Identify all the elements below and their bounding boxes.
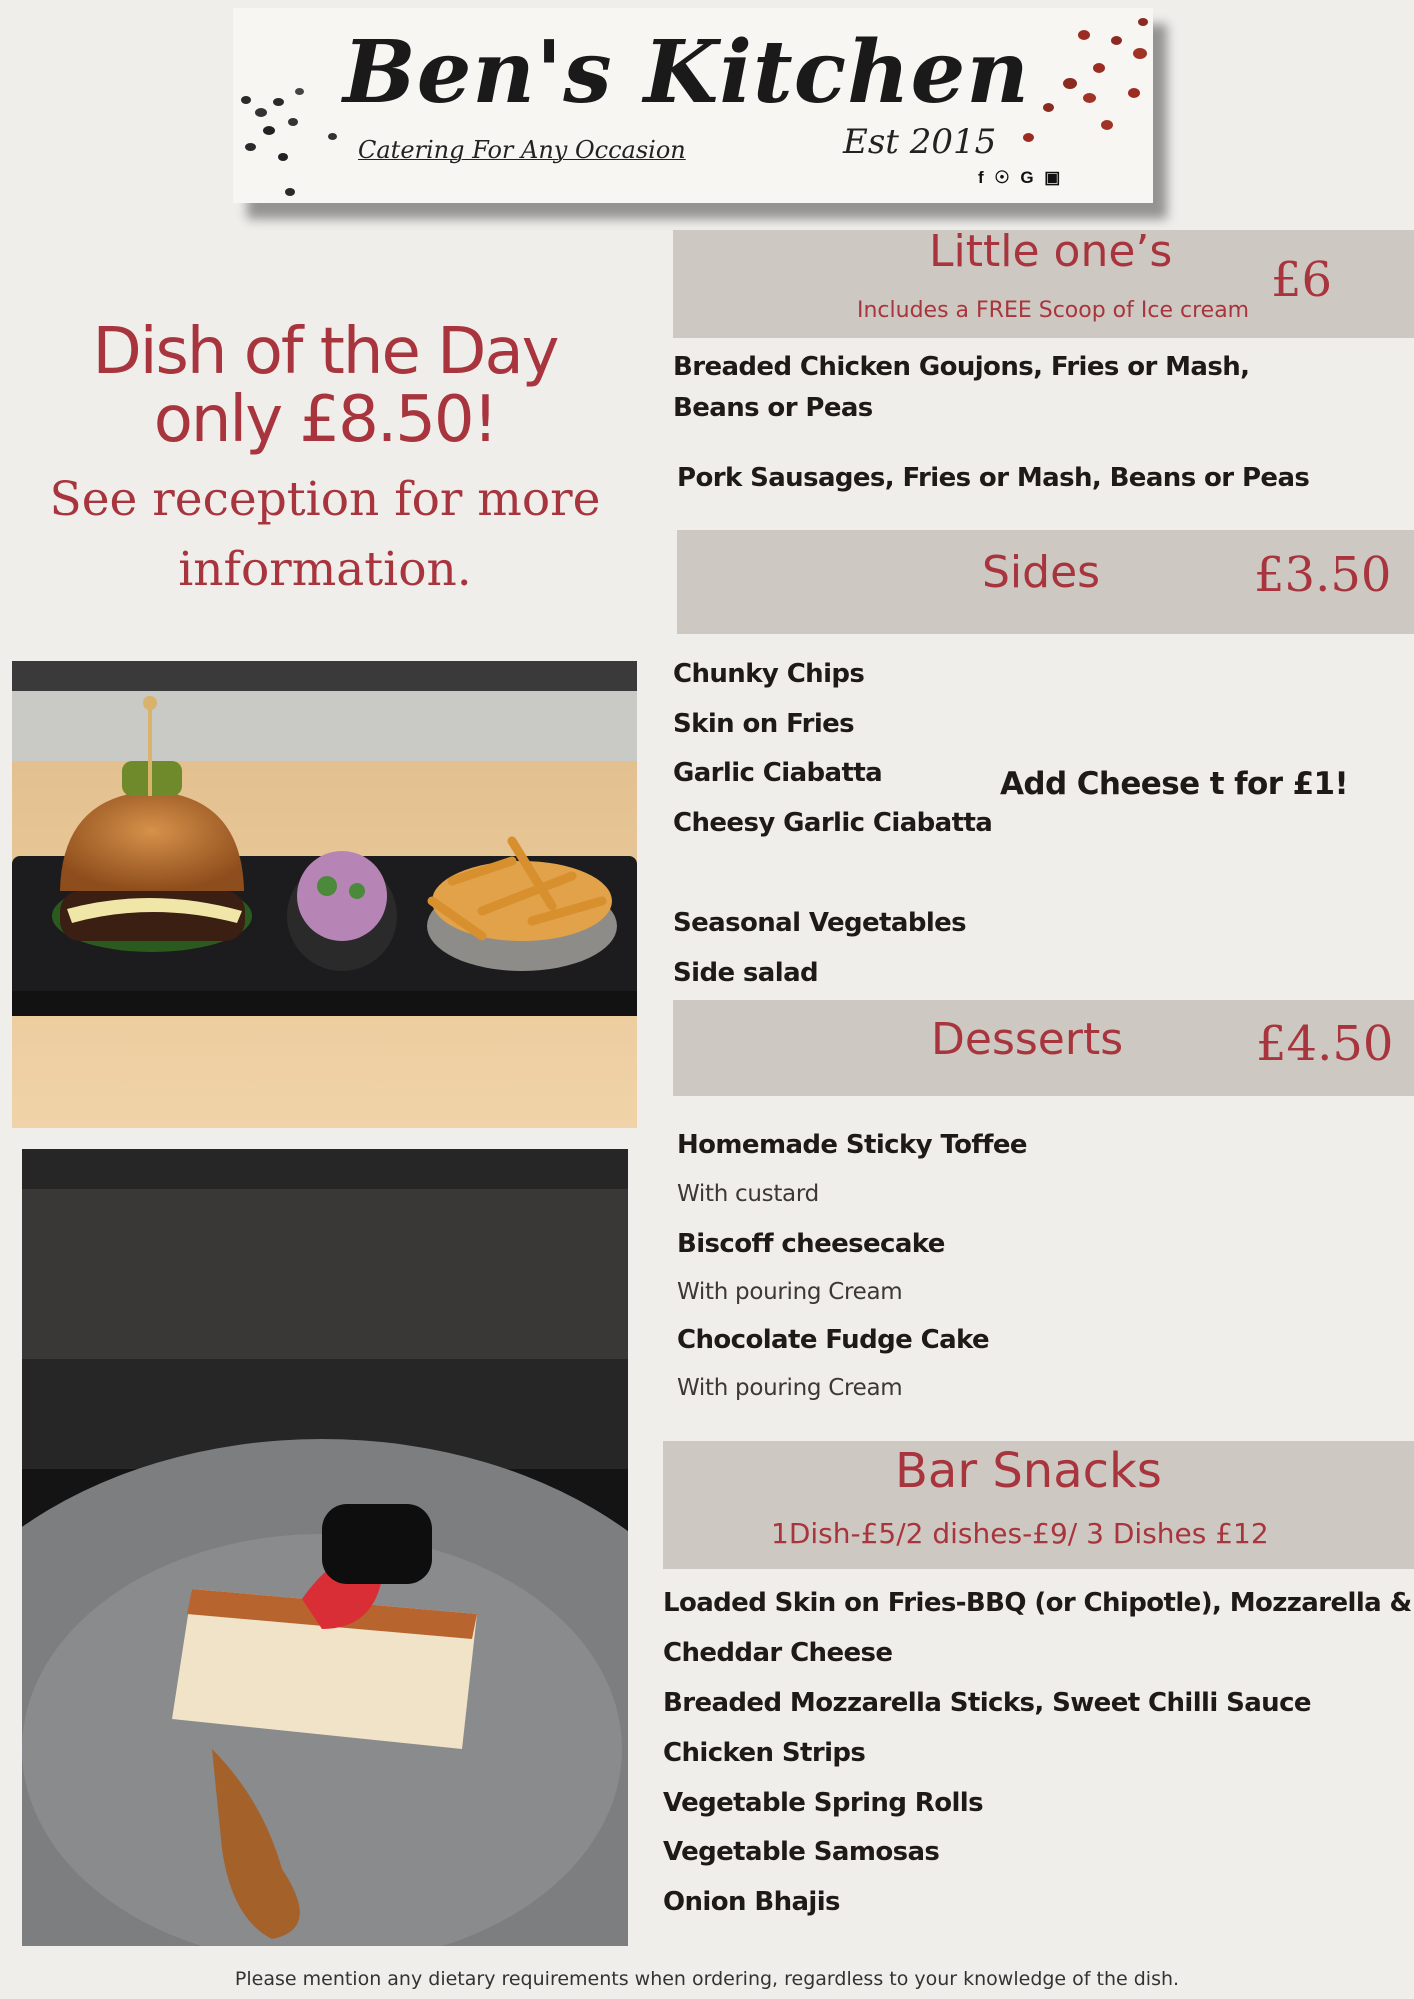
cheesecake-photo [22,1149,628,1946]
brand-tagline: Catering For Any Occasion [358,136,686,164]
dish-of-day-heading: Dish of the Day [92,315,558,389]
bean-decoration [245,143,256,151]
brand-name: Ben's Kitchen [343,22,1030,123]
bean-decoration [1101,120,1113,130]
bean-decoration [273,98,284,106]
menu-item: Side salad [673,958,819,988]
bean-decoration [328,133,337,140]
established-year: Est 2015 [843,122,997,162]
menu-item: Breaded Mozzarella Sticks, Sweet Chilli Sauce [663,1688,1311,1718]
dessert-description: With pouring Cream [677,1375,903,1401]
section-title-sides: Sides [982,547,1101,598]
section-price-sides: £3.50 [1254,547,1392,603]
bean-decoration [1078,30,1090,40]
bean-decoration [285,188,295,196]
dessert-name: Chocolate Fudge Cake [677,1325,990,1355]
section-header-desserts [673,1000,1414,1096]
section-header-little-ones [673,226,1414,338]
bean-decoration [1063,78,1077,89]
section-title-desserts: Desserts [931,1014,1124,1065]
dish-of-day-note-line1: See reception for more [49,472,601,527]
dietary-footer-note: Please mention any dietary requirements when ordering, regardless to your knowledge of the dish. [234,1968,1180,1990]
bean-decoration [1023,133,1034,142]
menu-item: Garlic Ciabatta [673,758,883,788]
menu-item: Cheddar Cheese [663,1638,893,1668]
menu-item: Skin on Fries [673,709,855,739]
social-icons: f ☉ G ▣ [978,168,1064,187]
menu-item: Breaded Chicken Goujons, Fries or Mash, [673,352,1250,382]
bean-decoration [1093,63,1105,73]
menu-item: Vegetable Samosas [663,1837,940,1867]
bean-decoration [1043,103,1054,112]
burger-photo [12,661,637,1128]
bean-decoration [1083,93,1096,103]
dessert-description: With pouring Cream [677,1279,903,1305]
menu-item: Cheesy Garlic Ciabatta [673,808,993,838]
bean-decoration [1138,18,1148,26]
menu-item: Pork Sausages, Fries or Mash, Beans or Peas [677,463,1310,493]
logo-banner [233,8,1153,203]
burger-illustration [12,661,637,1128]
cheesecake-illustration [22,1149,628,1946]
section-subtitle-bar-snacks: 1Dish-£5/2 dishes-£9/ 3 Dishes £12 [771,1517,1269,1550]
bean-decoration [278,153,288,161]
menu-item: Loaded Skin on Fries-BBQ (or Chipotle), Mozzarella & [663,1588,1412,1618]
section-subtitle-little-ones: Includes a FREE Scoop of Ice cream [857,298,1250,323]
menu-item: Beans or Peas [673,393,873,423]
menu-item: Seasonal Vegetables [673,908,967,938]
dish-of-day-price: only £8.50! [153,383,497,457]
menu-item: Chicken Strips [663,1738,866,1768]
dish-of-day-note-line2: information. [178,542,472,597]
bean-decoration [288,118,298,126]
bean-decoration [263,126,275,135]
bean-decoration [1111,36,1122,45]
bean-decoration [1128,88,1140,98]
section-title-bar-snacks: Bar Snacks [895,1443,1162,1499]
menu-item: Chunky Chips [673,659,865,689]
dessert-name: Biscoff cheesecake [677,1229,945,1259]
section-title-little-ones: Little one’s [929,226,1173,277]
bean-decoration [241,96,251,104]
section-price-little-ones: £6 [1271,252,1333,308]
add-cheese-note: Add Cheese t for £1! [1000,766,1349,802]
section-price-desserts: £4.50 [1256,1016,1394,1072]
bean-decoration [1133,48,1147,59]
menu-item: Onion Bhajis [663,1887,840,1917]
dessert-description: With custard [677,1181,819,1207]
section-header-sides [677,530,1414,634]
dessert-name: Homemade Sticky Toffee [677,1130,1027,1160]
menu-item: Vegetable Spring Rolls [663,1788,983,1818]
bean-decoration [295,88,304,95]
bean-decoration [255,108,267,117]
section-header-bar-snacks [663,1441,1414,1569]
